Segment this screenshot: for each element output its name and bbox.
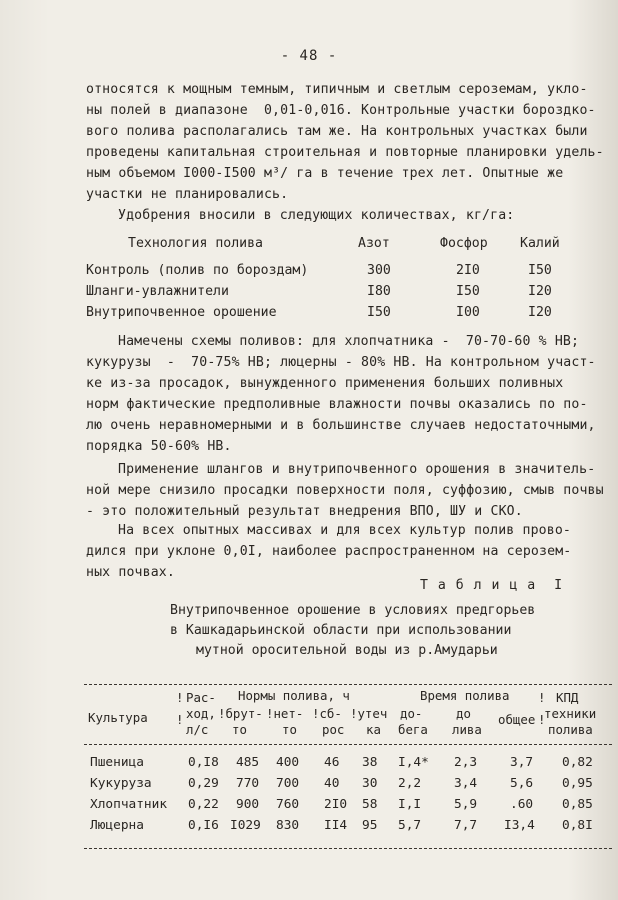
fert-cell: I00 [456,305,480,320]
cell-gross: 770 [236,776,260,791]
header-culture: Культура [88,710,148,725]
text-line: вого полива располагались там же. На контрольных участках были [86,124,588,139]
table-title-line: Внутрипочвенное орошение в условиях предгорьев [170,603,536,618]
cell-before: 5,7 [398,818,422,833]
header-time-group: Время полива [420,688,510,703]
fert-cell: I80 [367,284,391,299]
text-line: норм фактические предполивные влажности почвы оказались по по- [86,397,588,412]
cell-runoff: 40 [324,776,340,791]
cell-gross: I029 [230,818,261,833]
cell-to: 7,7 [454,818,478,833]
cell-before: I,4* [398,755,429,770]
header-runoff: !сб- [312,706,342,721]
fert-row-label: Контроль (полив по бороздам) [86,263,309,278]
fert-cell: I20 [528,305,552,320]
text-line: На всех опытных массивах и для всех культур полив прово- [118,523,572,538]
cell-leak: 30 [362,776,378,791]
text-line: лю очень неравномерными и в большинстве случаев недостаточными, [86,418,596,433]
text-line: ным объемом I000-I500 м³/ га в течение трех лет. Опытные же [86,166,564,181]
cell-to: 2,3 [454,755,478,770]
header-before: бега [398,722,428,737]
header-to: лива [452,722,482,737]
header-efficiency: техники [544,706,597,721]
fert-cell: 2I0 [456,263,480,278]
text-line: дился при уклоне 0,0I, наиболее распространенном на серозем- [86,544,572,559]
text-line: - это положительный результат внедрения ВПО, ШУ и СКО. [86,504,523,519]
fert-header-nitrogen: Азот [358,236,390,251]
fert-cell: I20 [528,284,552,299]
cell-leak: 38 [362,755,378,770]
table-header-rule [84,744,612,745]
table-label: Т а б л и ц а I [420,578,564,593]
cell-before: I,I [398,797,422,812]
text-line: ке из-за просадок, вынужденного применения больших поливных [86,376,564,391]
cell-flow: 0,I6 [188,818,219,833]
cell-total: .60 [510,797,534,812]
cell-to: 5,9 [454,797,478,812]
header-gross: то [232,722,247,737]
cell-efficiency: 0,95 [562,776,593,791]
text-line: кукурузы - 70-75% НВ; люцерны - 80% НВ. На контрольном участ- [86,355,596,370]
fert-header-technology: Технология полива [128,236,263,251]
header-flow: Рас- [186,690,216,705]
table-bottom-rule [84,848,612,849]
cell-culture: Люцерна [90,818,144,833]
cell-before: 2,2 [398,776,422,791]
header-separator: ! [538,712,546,727]
header-gross: !брут- [218,706,263,721]
cell-culture: Хлопчатник [90,797,168,812]
header-leak: !утеч [350,706,388,721]
cell-runoff: 2I0 [324,797,348,812]
header-net: !нет- [266,706,304,721]
fert-row-label: Внутрипочвенное орошение [86,305,277,320]
table-top-rule [84,684,612,685]
text-line: ны полей в диапазоне 0,01-0,016. Контрольные участки бороздко- [86,103,596,118]
header-before: до- [400,706,423,721]
text-line: ной мере снизило просадки поверхности поля, суффозию, смыв почвы [86,483,604,498]
cell-flow: 0,29 [188,776,219,791]
cell-runoff: II4 [324,818,348,833]
cell-culture: Кукуруза [90,776,152,791]
cell-gross: 900 [236,797,260,812]
cell-net: 760 [276,797,300,812]
header-efficiency: полива [548,722,593,737]
header-runoff: рос [322,722,345,737]
fert-cell: I50 [367,305,391,320]
table-title-line: в Кашкадарьинской области при использовании [170,623,512,638]
cell-total: I3,4 [504,818,535,833]
text-line: Применение шлангов и внутрипочвенного орошения в значитель- [118,462,596,477]
table-title-line: мутной оросительной воды из р.Амударьи [196,643,498,658]
page-number: - 48 - [280,48,338,64]
cell-gross: 485 [236,755,260,770]
text-line: относятся к мощным темным, типичным и светлым сероземам, укло- [86,82,588,97]
cell-net: 400 [276,755,300,770]
header-flow: л/с [186,722,209,737]
cell-total: 5,6 [510,776,534,791]
text-line: участки не планировались. [86,187,289,202]
cell-efficiency: 0,85 [562,797,593,812]
cell-leak: 58 [362,797,378,812]
cell-efficiency: 0,8I [562,818,593,833]
fertilizer-intro: Удобрения вносили в следующих количествах, кг/га: [118,208,515,223]
cell-flow: 0,22 [188,797,219,812]
header-flow: ход, [186,706,216,721]
header-separator: ! [538,690,546,705]
cell-runoff: 46 [324,755,340,770]
cell-efficiency: 0,82 [562,755,593,770]
text-line: Намечены схемы поливов: для хлопчатника - 70-70-60 % НВ; [118,334,580,349]
cell-net: 830 [276,818,300,833]
header-separator: ! [176,712,184,727]
cell-flow: 0,I8 [188,755,219,770]
text-line: проведены капитальная строительная и повторные планировки удель- [86,145,604,160]
header-efficiency: КПД [556,690,579,705]
fert-cell: I50 [528,263,552,278]
fert-cell: 300 [367,263,391,278]
fert-row-label: Шланги-увлажнители [86,284,229,299]
fert-header-phosphorus: Фосфор [440,236,488,251]
fert-cell: I50 [456,284,480,299]
text-line: ных почвах. [86,565,175,580]
fert-header-potassium: Калий [520,236,560,251]
header-norms-group: Нормы полива, ч [238,688,350,703]
cell-leak: 95 [362,818,378,833]
cell-total: 3,7 [510,755,534,770]
header-net: то [282,722,297,737]
cell-net: 700 [276,776,300,791]
cell-culture: Пшеница [90,755,144,770]
text-line: порядка 50-60% НВ. [86,439,232,454]
header-total: общее [498,712,536,727]
header-separator: ! [176,690,184,705]
header-leak: ка [366,722,381,737]
header-to: до [456,706,471,721]
cell-to: 3,4 [454,776,478,791]
